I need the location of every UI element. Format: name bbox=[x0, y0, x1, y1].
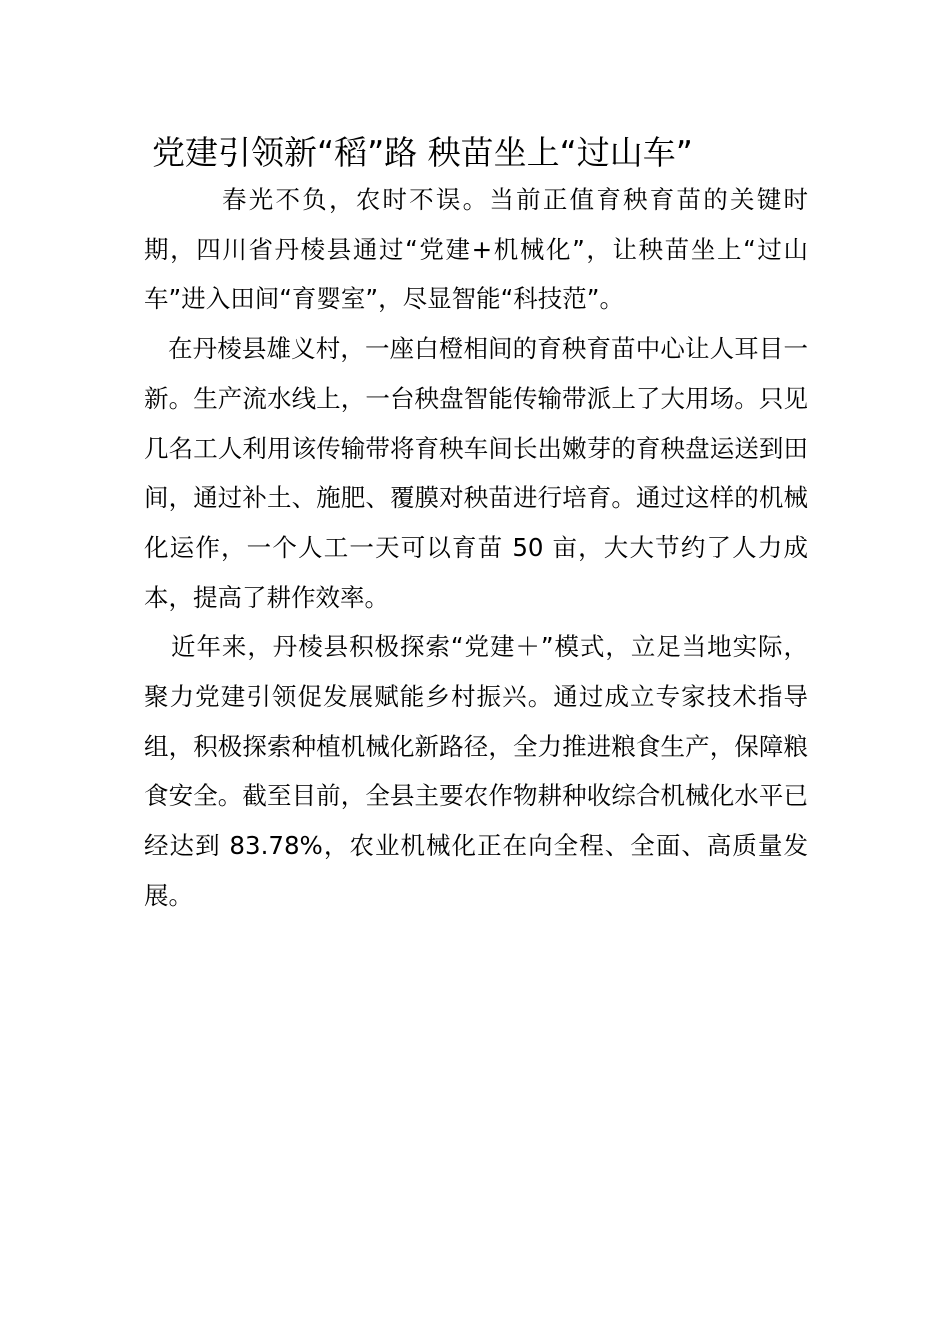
document-title: 党建引领新“稻”路 秧苗坐上“过山车” bbox=[152, 133, 693, 172]
document-body bbox=[144, 175, 808, 921]
paragraph-3: 近年来，丹棱县积极探索“党建＋”模式，立足当地实际，聚力党建引领促发展赋能乡村振兴。通过成立专家技术指导组，积极探索种植机械化新路径，全力推进粮食生产，保障粮食安全。截至目前，全县主要农作物耕种收综合机械化水平已经达到 83.78%，农业机械化正在向全程、全面、高质量发展。 bbox=[144, 632, 808, 910]
paragraph-2: 在丹棱县雄义村，一座白橙相间的育秧育苗中心让人耳目一新。生产流水线上，一台秧盘智能传输带派上了大用场。只见几名工人利用该传输带将育秧车间长出嫩芽的育秧盘运送到田间，通过补土、施肥、覆膜对秧苗进行培育。通过这样的机械化运作，一个人工一天可以育苗 50 亩，大大节约了人力成本，提高了耕作效率。 bbox=[144, 334, 808, 612]
paragraph-1: 春光不负，农时不误。当前正值育秧育苗的关键时期，四川省丹棱县通过“党建+机械化”，让秧苗坐上“过山车”进入田间“育婴室”，尽显智能“科技范”。 bbox=[144, 185, 808, 314]
